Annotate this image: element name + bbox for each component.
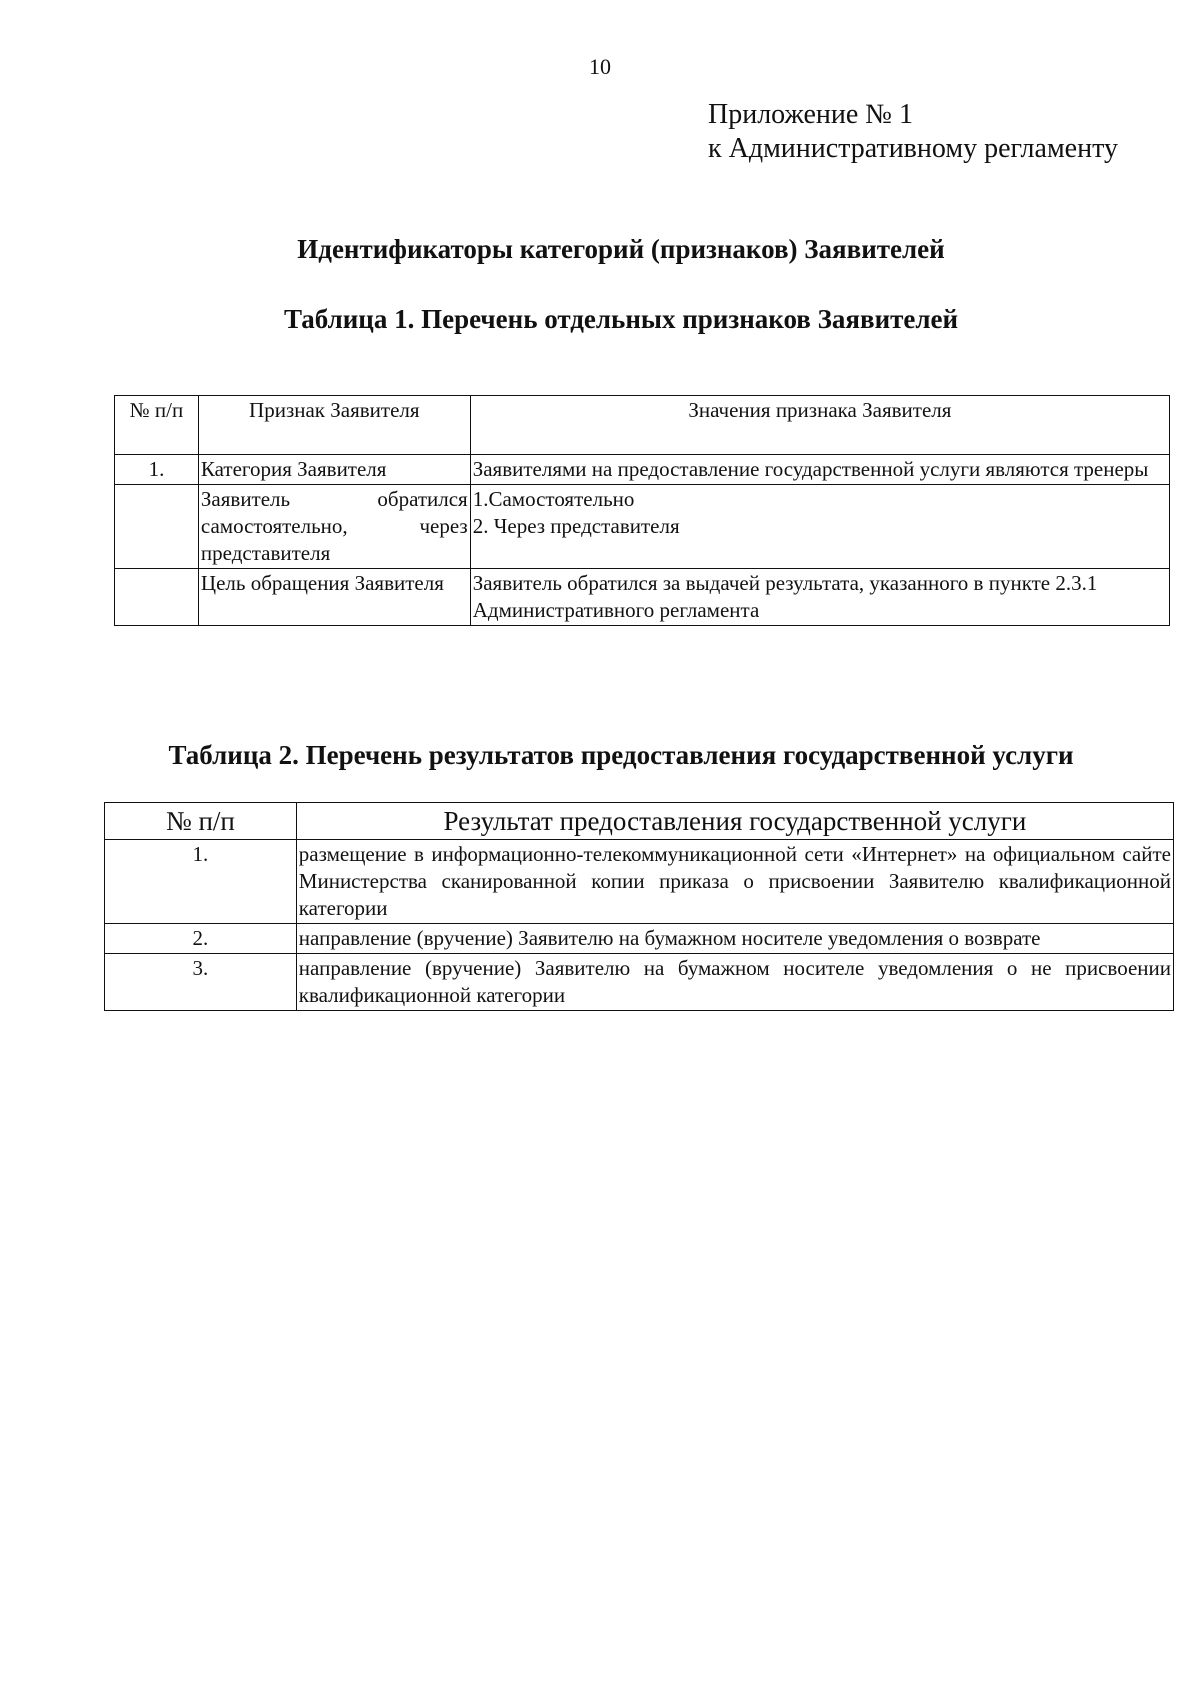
row-number: 1.	[105, 840, 297, 924]
feature-cell: Категория Заявителя	[198, 455, 470, 485]
appendix-reference	[708, 98, 1118, 166]
result-cell: размещение в информационно-телекоммуникационной сети «Интернет» на официальном сайте Министерства сканированной копии приказа о присвоении Заявителю квалификационной категории	[296, 840, 1173, 924]
page-number: 10	[589, 54, 611, 79]
column-header-number: № п/п	[115, 396, 199, 455]
table-header-row	[105, 803, 1174, 840]
row-number	[115, 485, 199, 569]
value-item: 2. Через представителя	[472, 514, 680, 538]
row-number: 2.	[105, 924, 297, 954]
table1-caption: Таблица 1. Перечень отдельных признаков Заявителей	[283, 304, 959, 334]
table-row	[105, 924, 1174, 954]
table-row	[105, 840, 1174, 924]
column-header-result: Результат предоставления государственной услуги	[296, 803, 1173, 840]
value-item: 1.Самостоятельно	[472, 487, 635, 511]
applicant-features-table	[114, 395, 1170, 626]
values-cell	[470, 485, 1169, 569]
table-row	[105, 954, 1174, 1011]
result-cell: направление (вручение) Заявителю на бумажном носителе уведомления о не присвоении квалификационной категории	[296, 954, 1173, 1011]
table-row	[115, 485, 1170, 569]
table2-caption: Таблица 2. Перечень результатов предоставления государственной услуги	[168, 740, 1074, 770]
table-row	[115, 455, 1170, 485]
values-cell: Заявителями на предоставление государственной услуги являются тренеры	[470, 455, 1169, 485]
document-title: Идентификаторы категорий (признаков) Заявителей	[297, 234, 945, 264]
row-number: 1.	[115, 455, 199, 485]
table-header-row	[115, 396, 1170, 455]
feature-cell: Цель обращения Заявителя	[198, 569, 470, 626]
row-number: 3.	[105, 954, 297, 1011]
appendix-line-1: Приложение № 1	[708, 99, 913, 130]
feature-cell: Заявитель обратился самостоятельно, через представителя	[198, 485, 470, 569]
row-number	[115, 569, 199, 626]
column-header-feature: Признак Заявителя	[198, 396, 470, 455]
values-cell: Заявитель обратился за выдачей результата, указанного в пункте 2.3.1 Административного регламента	[470, 569, 1169, 626]
service-results-table	[104, 802, 1174, 1011]
column-header-number: № п/п	[105, 803, 297, 840]
table-row	[115, 569, 1170, 626]
result-cell: направление (вручение) Заявителю на бумажном носителе уведомления о возврате	[296, 924, 1173, 954]
appendix-line-2: к Административному регламенту	[708, 133, 1118, 164]
column-header-values: Значения признака Заявителя	[470, 396, 1169, 455]
